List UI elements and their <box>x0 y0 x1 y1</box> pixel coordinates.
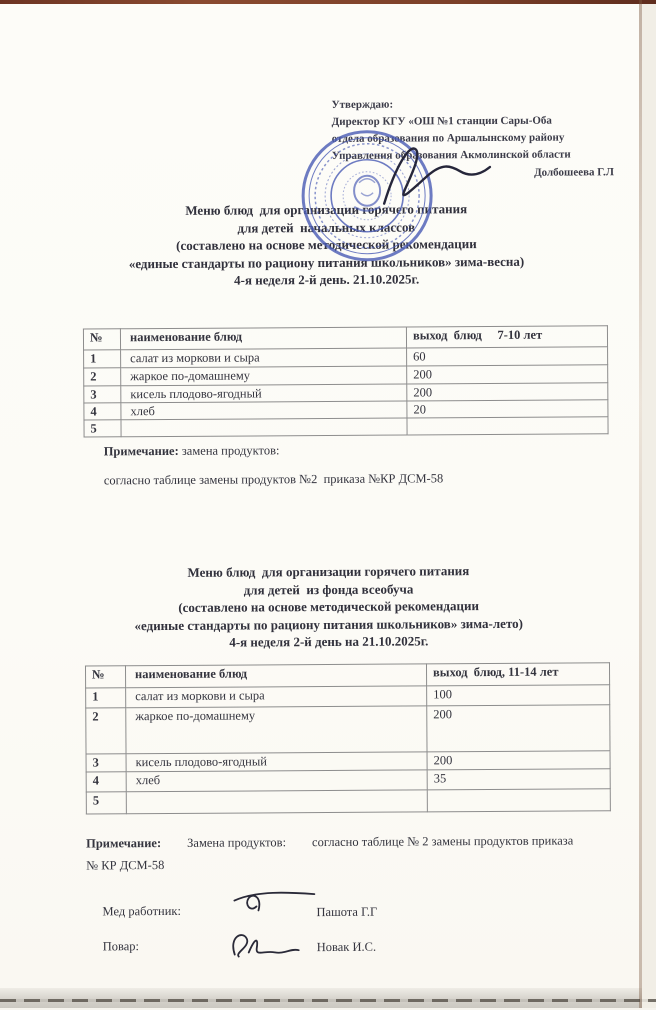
scan-right-edge <box>639 0 642 1008</box>
row-num: 1 <box>86 688 126 708</box>
menu2-title-line: для детей из фонда всеобуча <box>243 580 414 598</box>
row-num: 3 <box>84 386 121 403</box>
scan-right-margin <box>642 0 656 1008</box>
table-row <box>86 705 610 754</box>
note-label: Примечание: <box>103 443 179 459</box>
menu2-title <box>0 561 656 653</box>
med-worker-label: Мед работник: <box>102 903 181 919</box>
menu1-note-line2: согласно таблице замены продуктов №2 приказа №КР ДСМ-58 <box>103 471 444 488</box>
table-header-row <box>85 663 609 688</box>
dish-name: хлеб <box>121 401 407 420</box>
scan-bottom-band <box>0 988 656 1008</box>
row-num: 4 <box>86 772 126 792</box>
row-num: 4 <box>84 403 121 420</box>
menu2-table <box>85 662 611 814</box>
dish-output: 35 <box>427 769 610 790</box>
header-out: выход блюд 7-10 лет <box>406 326 607 348</box>
table-row <box>86 789 610 814</box>
note-text: замена продуктов: <box>181 443 280 458</box>
dish-name: салат из моркови и сыра <box>121 348 407 368</box>
dish-name: жаркое по-домашнему <box>121 366 407 386</box>
dish-name: кисель плодово-ягодный <box>121 384 407 403</box>
approval-line: Директор КГУ «ОШ №1 станции Сары-Оба <box>331 114 552 129</box>
approval-line: Утверждаю: <box>331 98 394 111</box>
header-out: выход блюд, 11-14 лет <box>426 663 609 686</box>
table-row <box>84 417 608 437</box>
row-num: 3 <box>86 754 126 772</box>
approver-name: Долбошеева Г.Л <box>534 166 615 179</box>
dish-name <box>126 790 427 814</box>
approval-line: отдела образования по Аршалынскому району <box>331 131 565 146</box>
dish-output: 200 <box>427 705 610 752</box>
menu2-note <box>86 834 573 852</box>
header-name: наименование блюд <box>125 664 426 688</box>
med-worker-name: Пашота Г.Г <box>316 904 378 920</box>
header-num: № <box>85 666 125 688</box>
menu1-title-line: Меню блюд для организации горячего питания <box>185 201 468 218</box>
menu1-table <box>83 325 609 437</box>
dish-output: 200 <box>407 383 608 401</box>
dish-output <box>407 417 608 435</box>
menu2-note-line2: № КР ДСМ-58 <box>86 858 165 873</box>
dish-name: хлеб <box>126 770 427 792</box>
scan-top-edge <box>0 0 656 4</box>
approval-line: Управления образования Акмолинской области <box>331 148 571 163</box>
row-num: 2 <box>86 708 126 754</box>
men2-title-line: 4-я неделя 2-й день на 21.10.2025г. <box>229 633 429 650</box>
cook-name: Новак И.С. <box>316 939 377 955</box>
scan-bottom-edge <box>0 999 656 1002</box>
dish-output: 200 <box>407 365 608 384</box>
header-name: наименование блюд <box>120 327 406 350</box>
dish-output: 20 <box>407 400 608 418</box>
note-text2: согласно таблице № 2 замены продуктов приказа <box>311 833 574 850</box>
menu2-title-line: (составлено на основе методической рекомендации <box>178 598 479 615</box>
note-label: Примечание: <box>86 836 162 851</box>
cook-label: Повар: <box>102 939 140 954</box>
menu1-title-line: 4-я неделя 2-й день. 21.10.2025г. <box>234 271 420 288</box>
cook-signature-icon <box>221 928 311 965</box>
med-worker-signature-icon <box>228 888 318 923</box>
dish-output: 60 <box>407 347 608 366</box>
dish-name: кисель плодово-ягодный <box>126 752 427 772</box>
dish-output: 200 <box>427 751 610 770</box>
dish-output <box>427 789 610 812</box>
header-num: № <box>83 329 120 350</box>
menu1-title-line: (составлено на основе методической рекомендации <box>176 236 477 253</box>
dish-name: салат из моркови и сыра <box>126 686 427 708</box>
row-num: 1 <box>84 350 121 368</box>
dish-name <box>121 418 407 437</box>
row-num: 5 <box>84 420 121 437</box>
row-num: 5 <box>86 792 126 814</box>
menu1-note <box>104 443 280 459</box>
menu1-title-line: «единые стандарты по рациону питания школьников» зима-весна) <box>128 253 525 271</box>
row-num: 2 <box>84 368 121 386</box>
menu2-title-line: Меню блюд для организации горячего питания <box>187 563 470 580</box>
menu1-title-line: для детей начальных классов <box>237 218 416 236</box>
menu2-title-line: «единые стандарты по рациону питания школьников» зима-лето) <box>134 615 524 633</box>
dish-name: жаркое по-домашнему <box>126 706 427 754</box>
director-signature-icon <box>376 137 496 218</box>
note-text: Замена продуктов: <box>187 835 287 850</box>
dish-output: 100 <box>427 685 610 706</box>
